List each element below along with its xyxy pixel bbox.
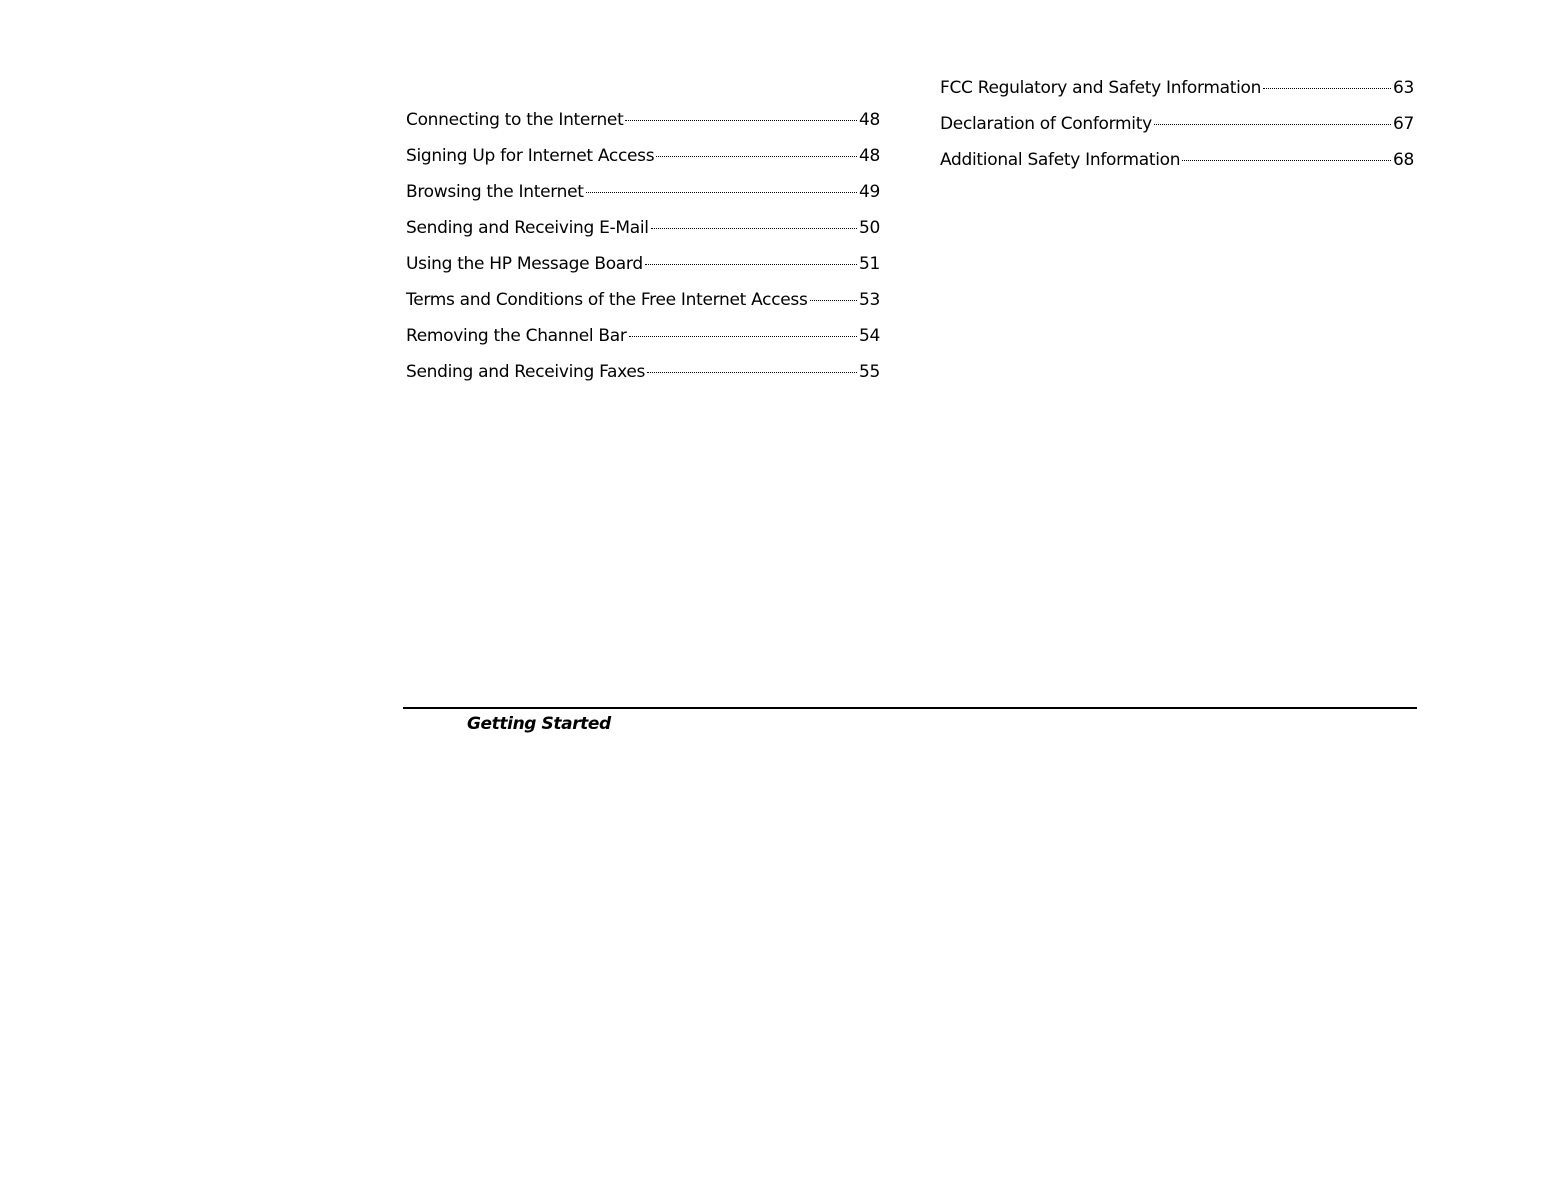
toc-entry-title: Sending and Receiving Faxes: [406, 362, 646, 382]
toc-entry-page: 48: [858, 110, 880, 130]
dot-leader: [647, 372, 857, 373]
toc-entry-title: Sending and Receiving E-Mail: [406, 218, 649, 238]
footer-rule: [403, 707, 1417, 709]
footer-title: Getting Started: [467, 714, 611, 734]
dot-leader: [651, 228, 857, 229]
toc-left-column: [406, 110, 880, 398]
toc-entry-title: Signing Up for Internet Access: [406, 146, 655, 166]
toc-entry-title: FCC Regulatory and Safety Information: [940, 78, 1262, 98]
toc-entry[interactable]: [406, 110, 880, 146]
dot-leader: [656, 156, 857, 157]
toc-entry[interactable]: [940, 78, 1414, 114]
toc-entry-page: 67: [1392, 114, 1414, 134]
toc-entry[interactable]: [406, 326, 880, 362]
dot-leader: [1154, 124, 1391, 125]
toc-entry[interactable]: [406, 146, 880, 182]
toc-entry-page: 49: [858, 182, 880, 202]
dot-leader: [1263, 88, 1391, 89]
toc-entry-page: 68: [1392, 150, 1414, 170]
toc-entry-title: Removing the Channel Bar: [406, 326, 627, 346]
toc-entry-title: Connecting to the Internet: [406, 110, 624, 130]
toc-entry-page: 48: [858, 146, 880, 166]
toc-right-column: [940, 78, 1414, 186]
toc-entry-page: 50: [858, 218, 880, 238]
dot-leader: [645, 264, 857, 265]
toc-entry[interactable]: [940, 150, 1414, 186]
toc-entry-page: 51: [858, 254, 880, 274]
dot-leader: [586, 192, 857, 193]
toc-entry-page: 54: [858, 326, 880, 346]
toc-entry-title: Declaration of Conformity: [940, 114, 1152, 134]
toc-entry-title: Browsing the Internet: [406, 182, 584, 202]
toc-entry[interactable]: [406, 254, 880, 290]
toc-entry-page: 55: [858, 362, 880, 382]
toc-entry[interactable]: [406, 362, 880, 398]
toc-entry[interactable]: [406, 182, 880, 218]
toc-entry[interactable]: [940, 114, 1414, 150]
toc-entry-title: Using the HP Message Board: [406, 254, 643, 274]
dot-leader: [810, 300, 857, 301]
toc-entry-title: Terms and Conditions of the Free Internet Access: [406, 290, 808, 310]
toc-entry-title: Additional Safety Information: [940, 150, 1181, 170]
dot-leader: [629, 336, 857, 337]
toc-entry[interactable]: [406, 218, 880, 254]
toc-entry[interactable]: [406, 290, 880, 326]
toc-entry-page: 63: [1392, 78, 1414, 98]
dot-leader: [1182, 160, 1391, 161]
dot-leader: [625, 120, 856, 121]
toc-entry-page: 53: [858, 290, 880, 310]
